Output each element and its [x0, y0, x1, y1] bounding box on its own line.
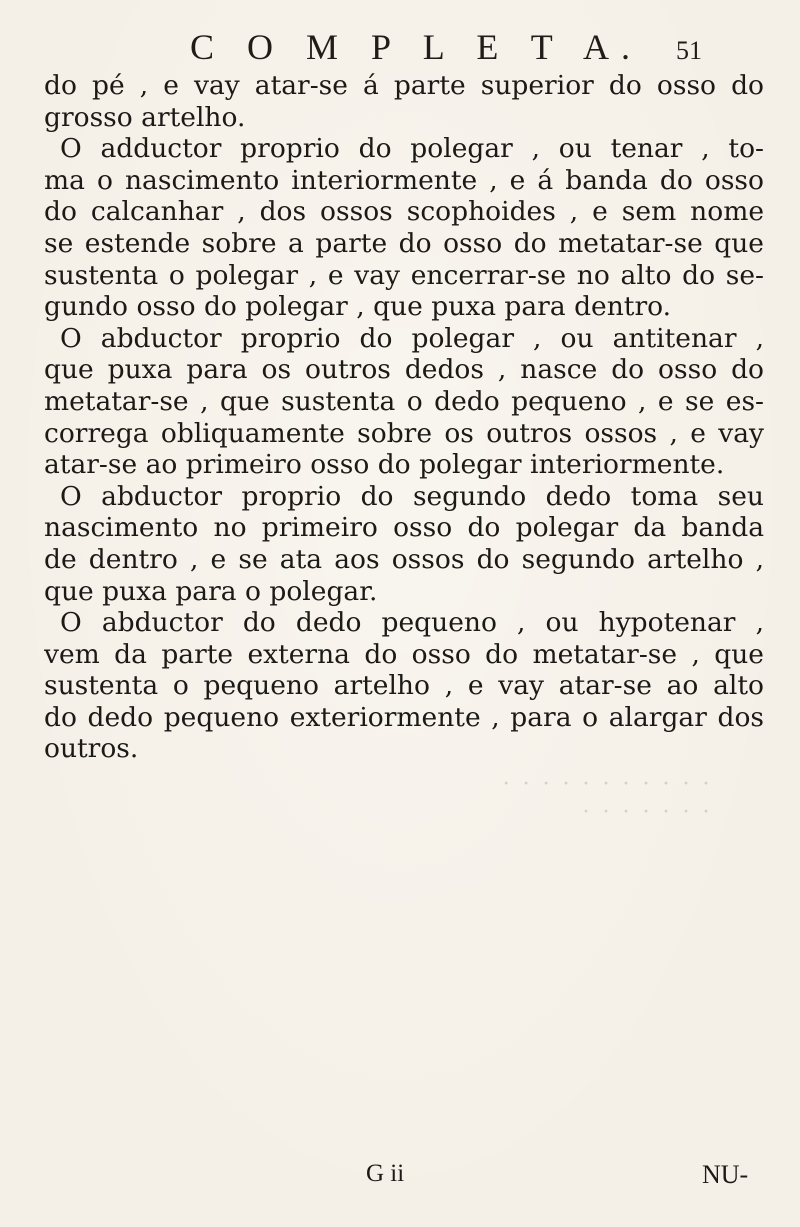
- text-line: do calcanhar , dos ossos scophoides , e sem nome: [44, 196, 764, 228]
- paragraph-start-line: O abductor proprio do polegar , ou antitenar ,: [60, 322, 764, 354]
- paragraph-start-line: O abductor proprio do segundo dedo toma seu: [60, 480, 764, 512]
- text-line: sustenta o polegar , e vay encerrar-se no alto do se-: [44, 259, 764, 291]
- text-line: vem da parte externa do osso do metatar-se , que: [44, 638, 764, 670]
- text-line: gundo osso do polegar , que puxa para dentro.: [44, 291, 672, 323]
- running-title: C O M P L E T A.: [190, 27, 643, 67]
- page-footer: [0, 1150, 800, 1200]
- text-line: nascimento no primeiro osso do polegar da banda: [44, 512, 764, 544]
- text-line: do pé , e vay atar-se á parte superior do osso do: [44, 70, 764, 101]
- text-line: ma o nascimento interiormente , e á banda do osso: [44, 164, 764, 196]
- text-line: atar-se ao primeiro osso do polegar interiormente.: [44, 449, 725, 481]
- running-head: [0, 20, 800, 70]
- paragraph-start-line: O abductor do dedo pequeno , ou hypotenar ,: [60, 607, 764, 639]
- body-text: [44, 70, 764, 765]
- signature-mark: G ii: [366, 1160, 405, 1187]
- text-line: que puxa para os outros dedos , nasce do osso do: [44, 354, 764, 386]
- text-line: grosso artelho.: [44, 101, 246, 133]
- text-line: que puxa para o polegar.: [44, 575, 378, 607]
- text-line: metatar-se , que sustenta o dedo pequeno , e se es-: [44, 385, 764, 417]
- text-line: correga obliquamente sobre os outros ossos , e vay: [44, 417, 764, 449]
- paragraph-start-line: O adductor proprio do polegar , ou tenar , to-: [60, 133, 764, 165]
- catchword: NU-: [702, 1160, 749, 1189]
- text-line: se estende sobre a parte do osso do metatar-se que: [44, 227, 764, 259]
- text-line: de dentro , e se ata aos ossos do segundo artelho ,: [44, 543, 764, 575]
- page-number: 51: [676, 36, 702, 65]
- text-line: outros.: [44, 733, 139, 765]
- text-line: do dedo pequeno exteriormente , para o alargar dos: [44, 701, 764, 733]
- show-through-bleed: · · · · · · · · · · · · · · · · · ·: [499, 771, 710, 825]
- text-line: sustenta o pequeno artelho , e vay atar-se ao alto: [44, 670, 764, 702]
